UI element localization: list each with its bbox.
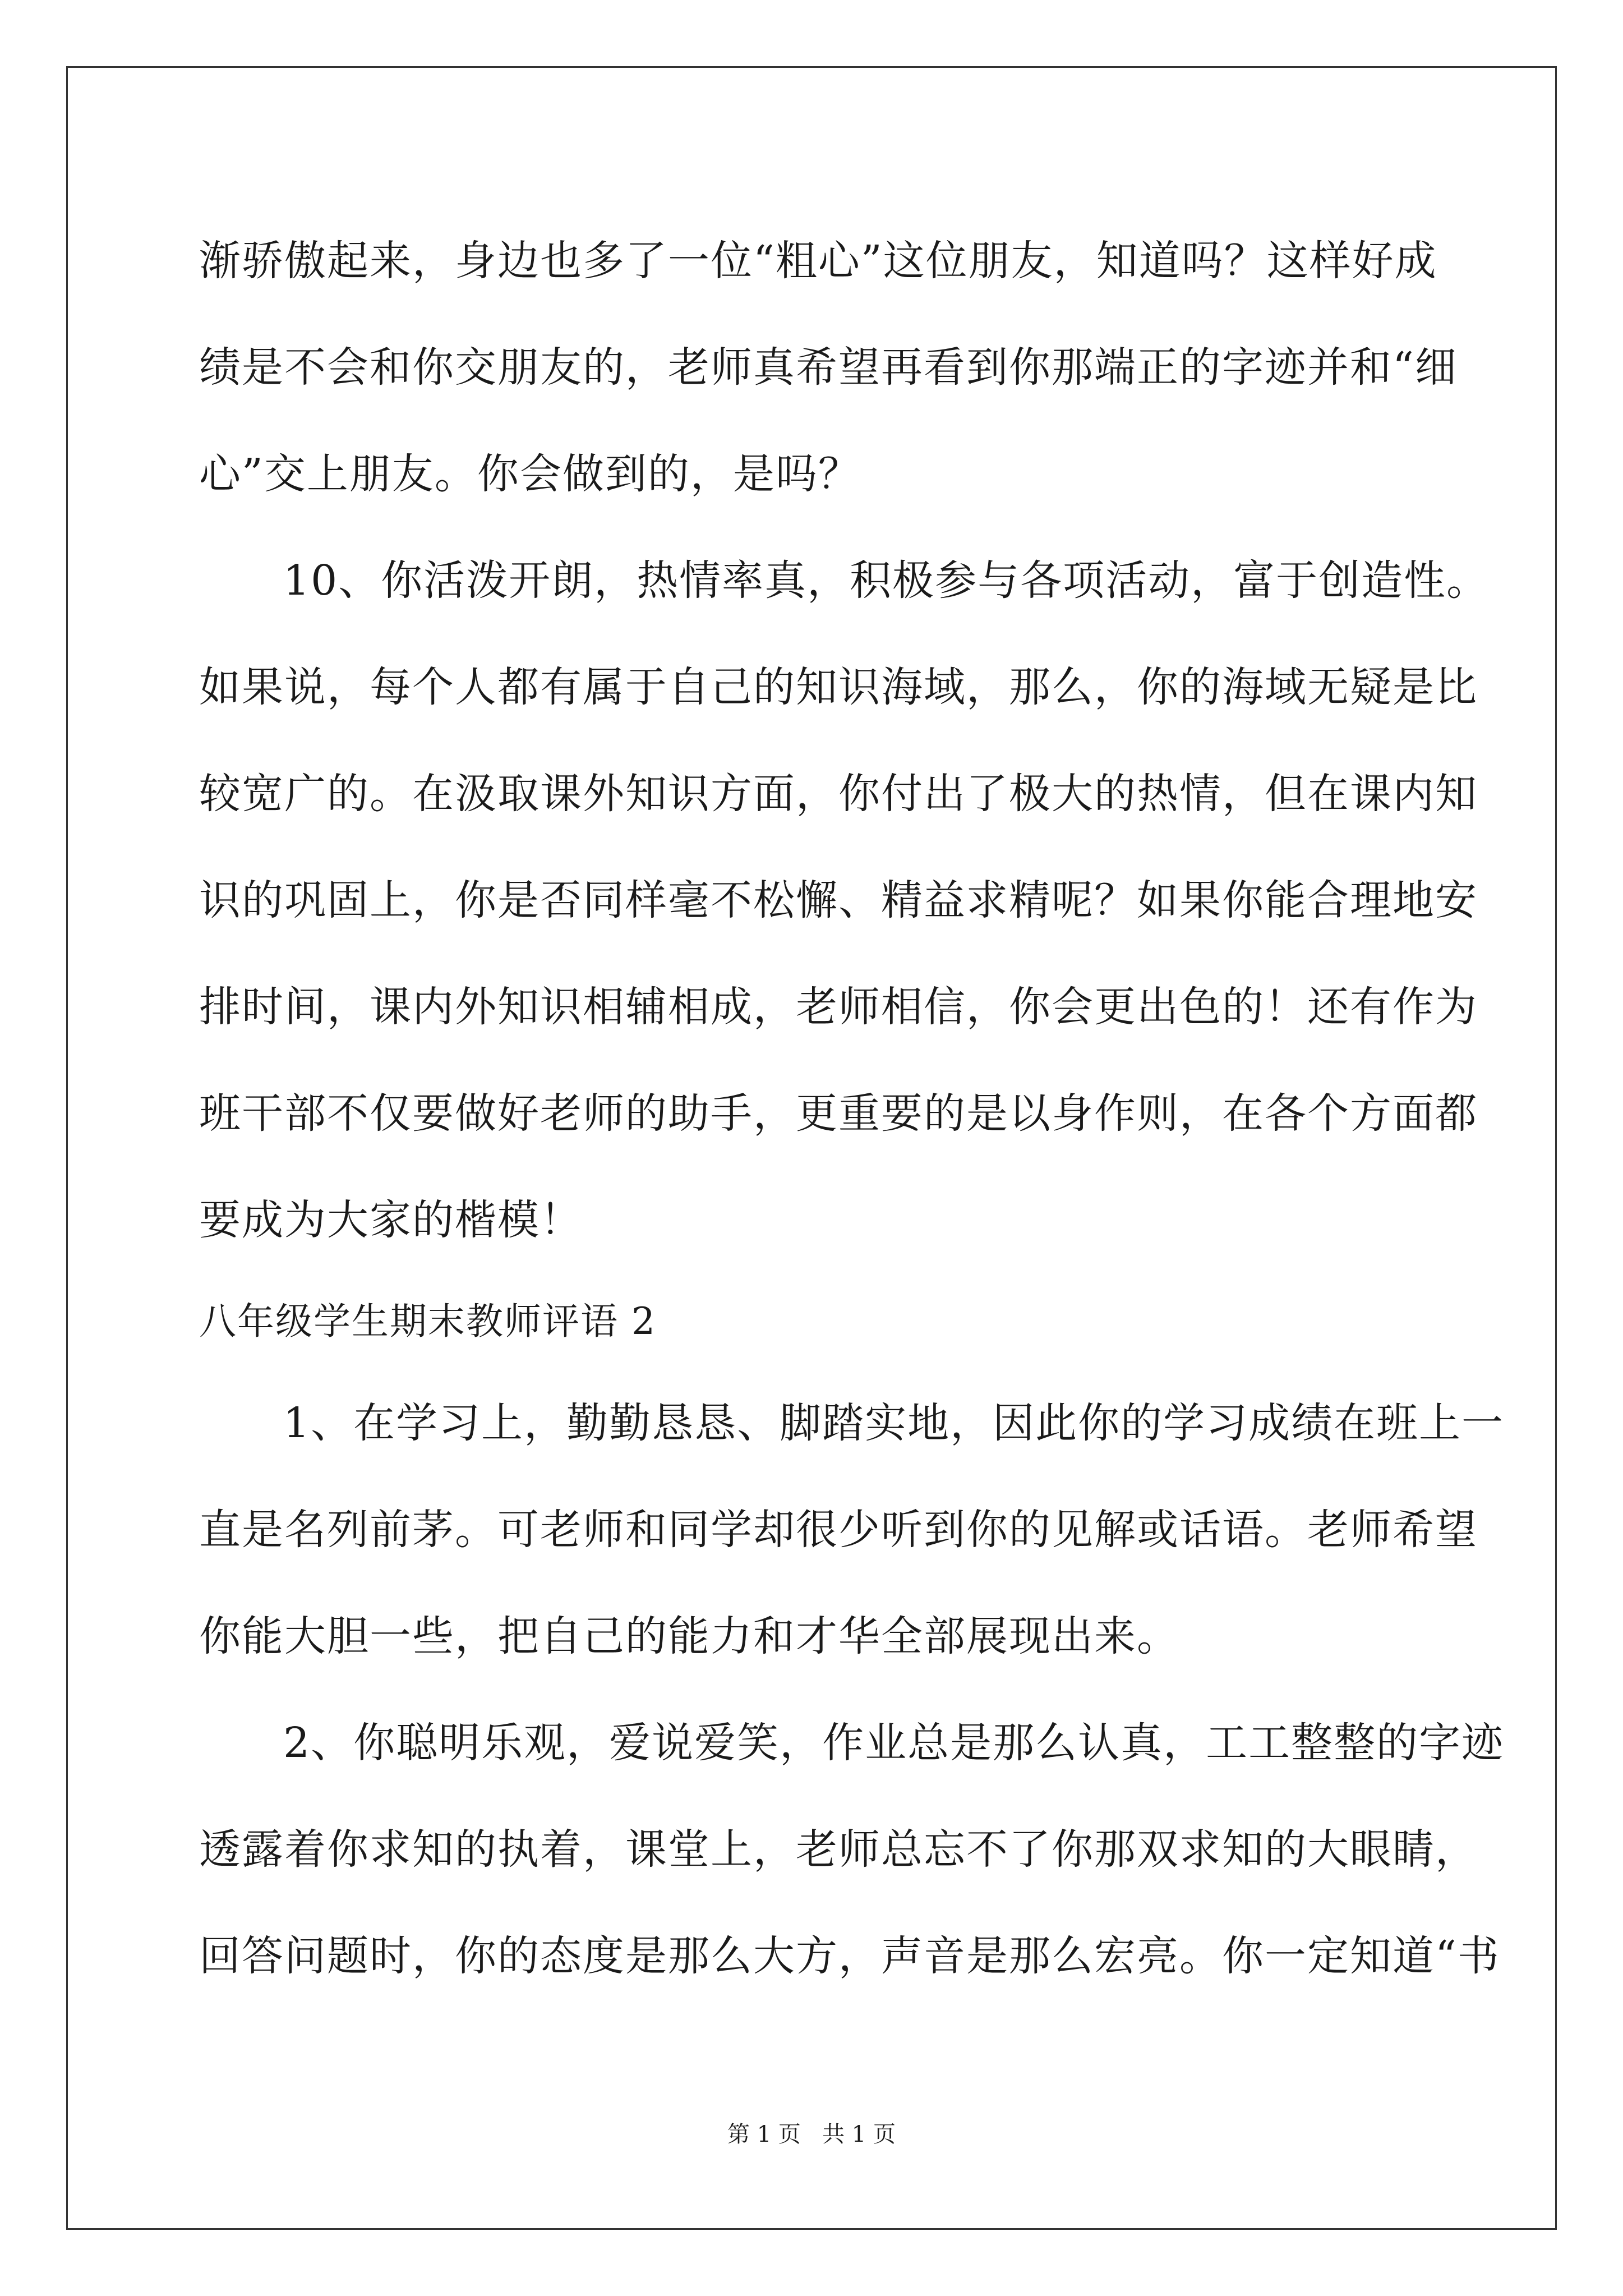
page-number-footer: 第 1 页 共 1 页	[727, 2122, 896, 2147]
paragraph-line: 识的巩固上，你是否同样毫不松懈、精益求精呢？如果你能合理地安	[199, 876, 1478, 924]
paragraph-line: 较宽广的。在汲取课外知识方面，你付出了极大的热情，但在课内知	[199, 770, 1478, 818]
paragraph-line: 心”交上朋友。你会做到的，是吗？	[199, 450, 861, 498]
document-body	[199, 208, 1505, 2009]
paragraph-line: 班干部不仅要做好老师的助手，更重要的是以身作则，在各个方面都	[199, 1089, 1478, 1138]
paragraph-line: 2、你聪明乐观，爱说爱笑，作业总是那么认真，工工整整的字迹	[283, 1719, 1505, 1767]
paragraph-line: 透露着你求知的执着，课堂上，老师总忘不了你那双求知的大眼睛，	[199, 1825, 1478, 1874]
paragraph-line: 回答问题时，你的态度是那么大方，声音是那么宏亮。你一定知道“书	[199, 1932, 1500, 1980]
paragraph-line: 渐骄傲起来，身边也多了一位“粗心”这位朋友，知道吗？这样好成	[199, 237, 1437, 285]
paragraph-line: 排时间，课内外知识相辅相成，老师相信，你会更出色的！还有作为	[199, 983, 1478, 1031]
paragraph-line: 绩是不会和你交朋友的，老师真希望再看到你那端正的字迹并和“细	[199, 343, 1458, 392]
paragraph-line: 直是名列前茅。可老师和同学却很少听到你的见解或话语。老师希望	[199, 1506, 1478, 1554]
paragraph-line: 10、你活泼开朗，热情率真，积极参与各项活动，富于创造性。	[283, 556, 1490, 605]
section-heading: 八年级学生期末教师评语 2	[199, 1300, 656, 1343]
paragraph-line: 你能大胆一些，把自己的能力和才华全部展现出来。	[199, 1612, 1179, 1660]
paragraph-line: 如果说，每个人都有属于自己的知识海域，那么，你的海域无疑是比	[199, 663, 1478, 711]
paragraph-line: 要成为大家的楷模！	[199, 1196, 583, 1244]
paragraph-line: 1、在学习上，勤勤恳恳、脚踏实地，因此你的学习成绩在班上一	[283, 1399, 1505, 1447]
